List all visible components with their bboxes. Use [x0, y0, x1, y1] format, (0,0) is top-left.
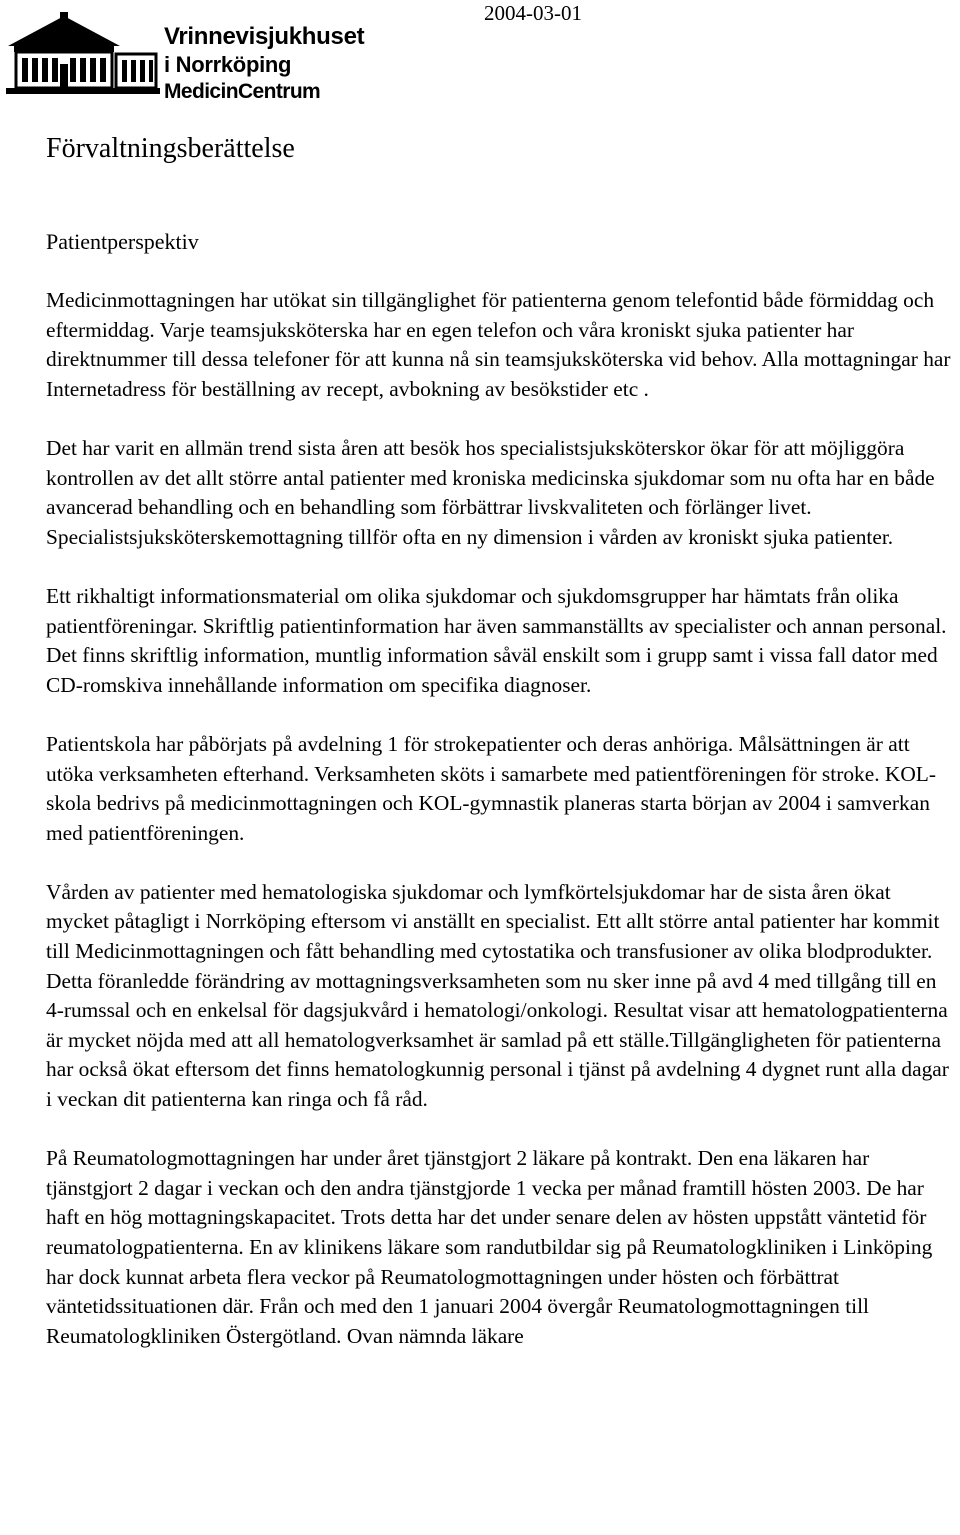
paragraph: Det har varit en allmän trend sista åren att besök hos specialistsjuksköterskor ökar för att möjliggöra kontrollen av det allt större antal patienter med kroniska medicinska sjukdomar som nu ofta har en både avancerad behandling och en behandling som förbättrar livskvaliteten och förlänger livet. Specialistsjuksköterskemottagning tillför ofta en ny dimension i vården av kroniskt sjuka patienter. — [46, 435, 935, 549]
document-date: 2004-03-01 — [484, 1, 582, 25]
hospital-building-icon — [4, 10, 162, 100]
logo-line-hospital: Vrinnevisjukhuset — [164, 23, 365, 50]
logo-line-city: i Norrköping — [164, 52, 292, 77]
paragraph: På Reumatologmottagningen har under året tjänstgjort 2 läkare på kontrakt. Den ena läkaren har tjänstgjort 2 dagar i veckan och den andra tjänstgjorde 1 vecka per månad framtill hösten 2003. De har haft en hög mottagningskapacitet. Trots detta har det under senare delen av hösten uppstått väntetid för reumatologpatienterna. En av klinikens läkare som randutbildar sig på Reumatologkliniken i Linköping har dock kunnat arbeta flera veckor på Reumatologmottagningen under hösten och förbättrat väntetidssituationen där. Från och med den 1 januari 2004 övergår Reumatologmottagningen till Reumatologkliniken Östergötland. Ovan nämnda läkare — [46, 1146, 933, 1348]
paragraph: Medicinmottagningen har utökat sin tillgänglighet för patienterna genom telefontid både förmiddag och eftermiddag. Varje teamsjuksköterska har en egen telefon och våra kroniskt sjuka patienter har direktnummer till dessa telefoner för att kunna nå sin teamsjuksköterska vid behov. Alla mottagningar har Internetadress för beställning av recept, avbokning av besökstider etc . — [46, 288, 951, 401]
paragraph: Patientskola har påbörjats på avdelning 1 för strokepatienter och deras anhöriga. Målsättningen är att utöka verksamheten efterhand. Verksamheten sköts i samarbete med patientföreningen för stroke. KOL- skola bedrivs på medicinmottagningen och KOL-gymnastik planeras starta början av 2004 i samverkan med patientföreningen. — [46, 731, 936, 845]
paragraph: Vården av patienter med hematologiska sjukdomar och lymfkörtelsjukdomar har de sista åren ökat mycket påtagligt i Norrköping eftersom vi anställt en specialist. Ett allt större antal patienter har kommit till Medicinmottagningen och fått behandling med cytostatika och transfusioner av olika blodprodukter. Detta föranledde förändring av mottagningsverksamheten som nu sker inne på avd 4 med tillgång till en 4-rumssal och en enkelsal för dagsjukvård i hematologi/onkologi. Resultat visar att hematologpatienterna är mycket nöjda med att all hematologverksamhet är samlad på ett ställe.Tillgängligheten för patienterna har också ökat eftersom det finns hematologkunnig personal i tjänst på avdelning 4 dygnet runt alla dagar i veckan dit patienterna kan ringa och få råd. — [46, 879, 949, 1112]
paragraph: Ett rikhaltigt informationsmaterial om olika sjukdomar och sjukdomsgrupper har hämtats från olika patientföreningar. Skriftlig patientinformation har även sammanställts av specialister och annan personal. Det finns skriftlig information, muntlig information såväl enskilt som i grupp samt i vissa fall dator med CD-romskiva innehållande information om specifika diagnoser. — [46, 583, 947, 697]
page-header — [0, 0, 960, 110]
logo-text — [164, 25, 364, 102]
hospital-logo — [4, 10, 384, 105]
document-body — [46, 286, 958, 1381]
document-title: Förvaltningsberättelse — [46, 133, 295, 164]
logo-line-department: MedicinCentrum — [164, 80, 321, 103]
section-title: Patientperspektiv — [46, 229, 199, 254]
